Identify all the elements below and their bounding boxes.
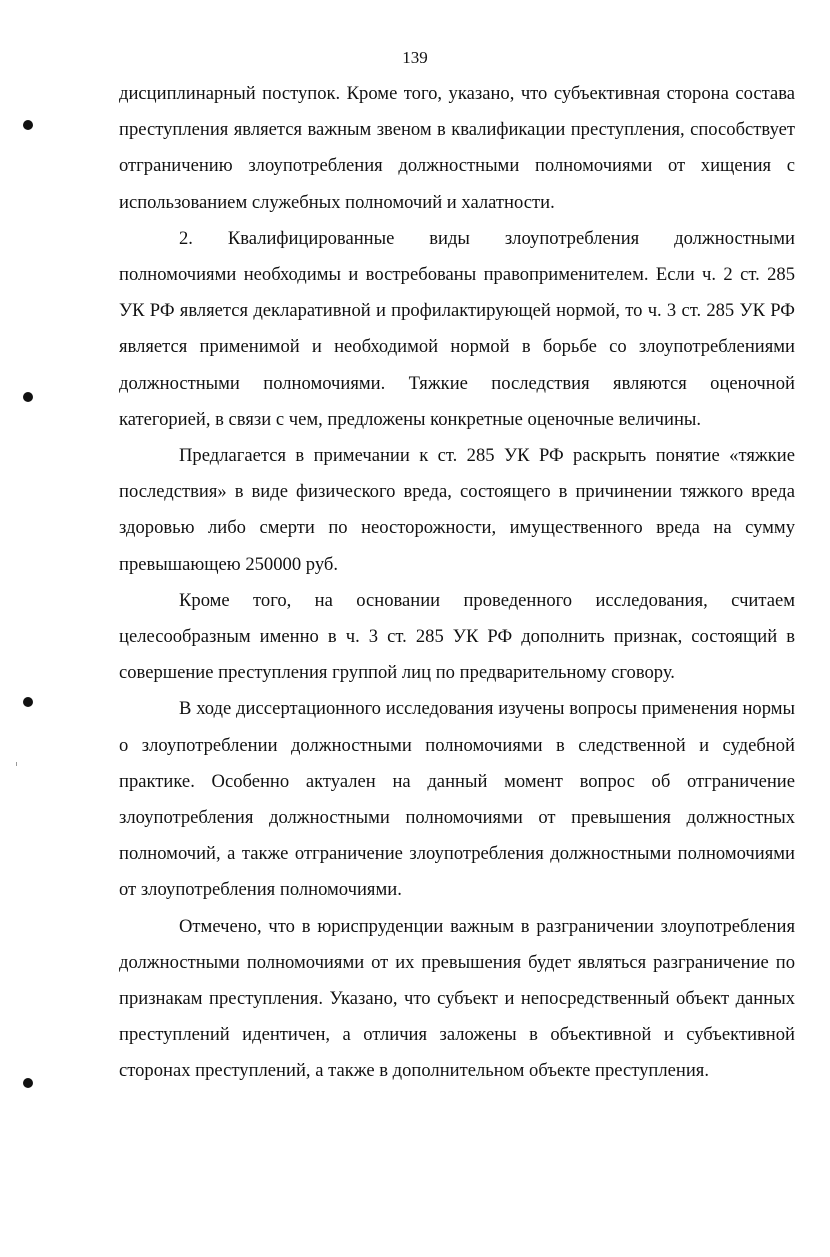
paragraph-qualified-types: 2. Квалифицированные виды злоупотребления должностными полномочиями необходимы и востребованы правоприменителем. Если ч. 2 ст. 285 УК РФ является декларативной и профилактирующей нормой, то ч. 3 ст. 285 УК РФ является применимой и необходимой нормой в борьбе со злоупотреблениями должностными полномочиями. Тяжкие последствия являются оценочной категорией, в связи с чем, предложены конкретные оценочные величины. xyxy=(119,227,795,430)
paragraph-proposal-note: Предлагается в примечании к ст. 285 УК РФ раскрыть понятие «тяжкие последствия» в виде физического вреда, состоящего в причинении тяжкого вреда здоровью либо смерти по неосторожности, имущественного вреда на сумму превышающею 250000 руб. xyxy=(119,445,795,575)
binder-hole-mark xyxy=(23,392,33,402)
paragraph-group-conspiracy: Кроме того, на основании проведенного исследования, считаем целесообразным именно в ч. 3 ст. 285 УК РФ дополнить признак, состоящий в совершение преступления группой лиц по предварительному сговору. xyxy=(119,589,795,684)
body-text xyxy=(119,76,795,1090)
binder-hole-mark xyxy=(23,697,33,707)
binder-hole-mark xyxy=(23,120,33,130)
paragraph-continuation: дисциплинарный поступок. Кроме того, указано, что субъективная сторона состава преступления является важным звеном в квалификации преступления, способствует отграничению злоупотребления должностными полномочиями от хищения с использованием служебных полномочий и халатности. xyxy=(119,83,795,213)
paragraph-distinction: Отмечено, что в юриспруденции важным в разграничении злоупотребления должностными полномочиями от их превышения будет являться разграничение по признакам преступления. Указано, что субъект и непосредственный объект данных преступлений идентичен, а отличия заложены в объективной и субъективной сторонах преступлений, а также в дополнительном объекте преступления. xyxy=(119,915,795,1082)
scan-artifact xyxy=(16,762,17,766)
page-number: 139 xyxy=(402,48,428,67)
binder-hole-mark xyxy=(23,1078,33,1088)
paragraph-practice: В ходе диссертационного исследования изучены вопросы применения нормы о злоупотреблении должностными полномочиями в следственной и судебной практике. Особенно актуален на данный момент вопрос об отграничение злоупотребления должностными полномочиями от превышения должностных полномочий, а также отграничение злоупотребления должностными полномочиями от злоупотребления полномочиями. xyxy=(119,698,795,901)
